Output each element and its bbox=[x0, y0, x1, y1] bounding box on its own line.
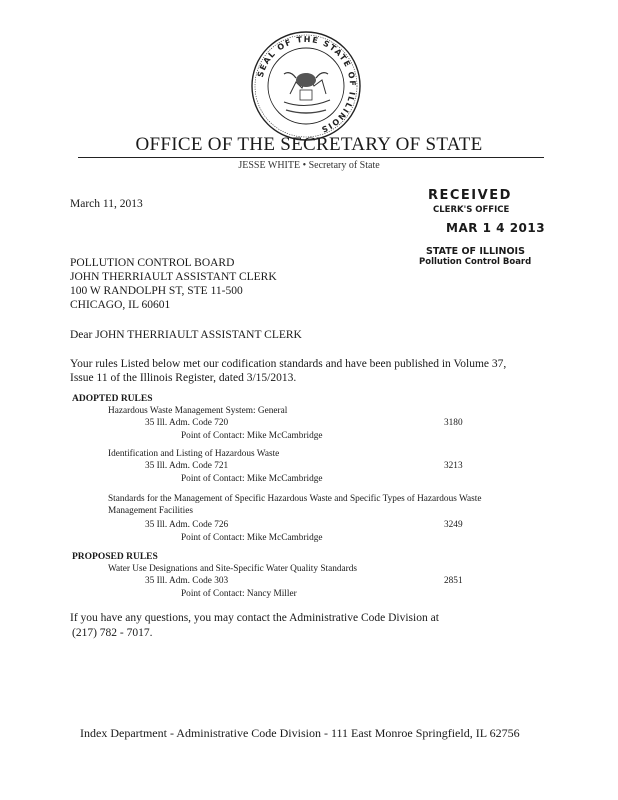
salutation: Dear JOHN THERRIAULT ASSISTANT CLERK bbox=[70, 329, 302, 341]
footer-address: Index Department - Administrative Code Division - 111 East Monroe Springfield, IL 62756 bbox=[80, 726, 520, 740]
address-line-4: CHICAGO, IL 60601 bbox=[70, 299, 171, 311]
address-line-2: JOHN THERRIAULT ASSISTANT CLERK bbox=[70, 271, 277, 283]
stamp-board: Pollution Control Board bbox=[419, 257, 532, 267]
rule-code: 35 Ill. Adm. Code 720 bbox=[145, 418, 229, 428]
adopted-rules-header: ADOPTED RULES bbox=[72, 394, 153, 404]
rule-contact: Point of Contact: Mike McCambridge bbox=[181, 474, 323, 484]
proposed-rules-header: PROPOSED RULES bbox=[72, 552, 158, 562]
rule-page: 3180 bbox=[444, 418, 463, 428]
state-seal bbox=[250, 30, 362, 142]
address-line-1: POLLUTION CONTROL BOARD bbox=[70, 257, 235, 269]
intro-line-1: Your rules Listed below met our codification standards and have been published in Volume 37, bbox=[70, 358, 507, 370]
rule-page: 3213 bbox=[444, 461, 463, 471]
rule-title: Water Use Designations and Site-Specific Water Quality Standards bbox=[108, 564, 358, 574]
rule-contact: Point of Contact: Mike McCambridge bbox=[181, 431, 323, 441]
stamp-date: MAR 1 4 2013 bbox=[446, 221, 546, 235]
stamp-clerk-office: CLERK'S OFFICE bbox=[433, 205, 510, 215]
address-line-3: 100 W RANDOLPH ST, STE 11-500 bbox=[70, 285, 243, 297]
rule-title: Hazardous Waste Management System: General bbox=[108, 406, 288, 416]
stamp-state: STATE OF ILLINOIS bbox=[426, 246, 525, 257]
rule-title-continued: Management Facilities bbox=[108, 506, 193, 516]
rule-contact: Point of Contact: Mike McCambridge bbox=[181, 533, 323, 543]
closing-line-2: (217) 782 - 7017. bbox=[72, 627, 153, 639]
stamp-received: RECEIVED bbox=[428, 188, 512, 203]
intro-line-2: Issue 11 of the Illinois Register, dated 3/15/2013. bbox=[70, 372, 297, 384]
rule-contact: Point of Contact: Nancy Miller bbox=[181, 589, 297, 599]
rule-code: 35 Ill. Adm. Code 726 bbox=[145, 520, 229, 530]
closing-line-1: If you have any questions, you may contact the Administrative Code Division at bbox=[70, 612, 439, 624]
letterhead-rule bbox=[78, 157, 544, 158]
secretary-line: JESSE WHITE • Secretary of State bbox=[238, 160, 380, 171]
rule-code: 35 Ill. Adm. Code 303 bbox=[145, 576, 229, 586]
seal-lettering: SEAL OF THE STATE OF ILLINOIS bbox=[255, 34, 358, 135]
letter-date: March 11, 2013 bbox=[70, 198, 143, 210]
rule-page: 2851 bbox=[444, 576, 463, 586]
rule-title: Standards for the Management of Specific Hazardous Waste and Specific Types of Hazardous Waste bbox=[108, 494, 482, 504]
rule-page: 3249 bbox=[444, 520, 463, 530]
office-title: OFFICE OF THE SECRETARY OF STATE bbox=[135, 134, 483, 155]
rule-code: 35 Ill. Adm. Code 721 bbox=[145, 461, 229, 471]
rule-title: Identification and Listing of Hazardous Waste bbox=[108, 449, 280, 459]
